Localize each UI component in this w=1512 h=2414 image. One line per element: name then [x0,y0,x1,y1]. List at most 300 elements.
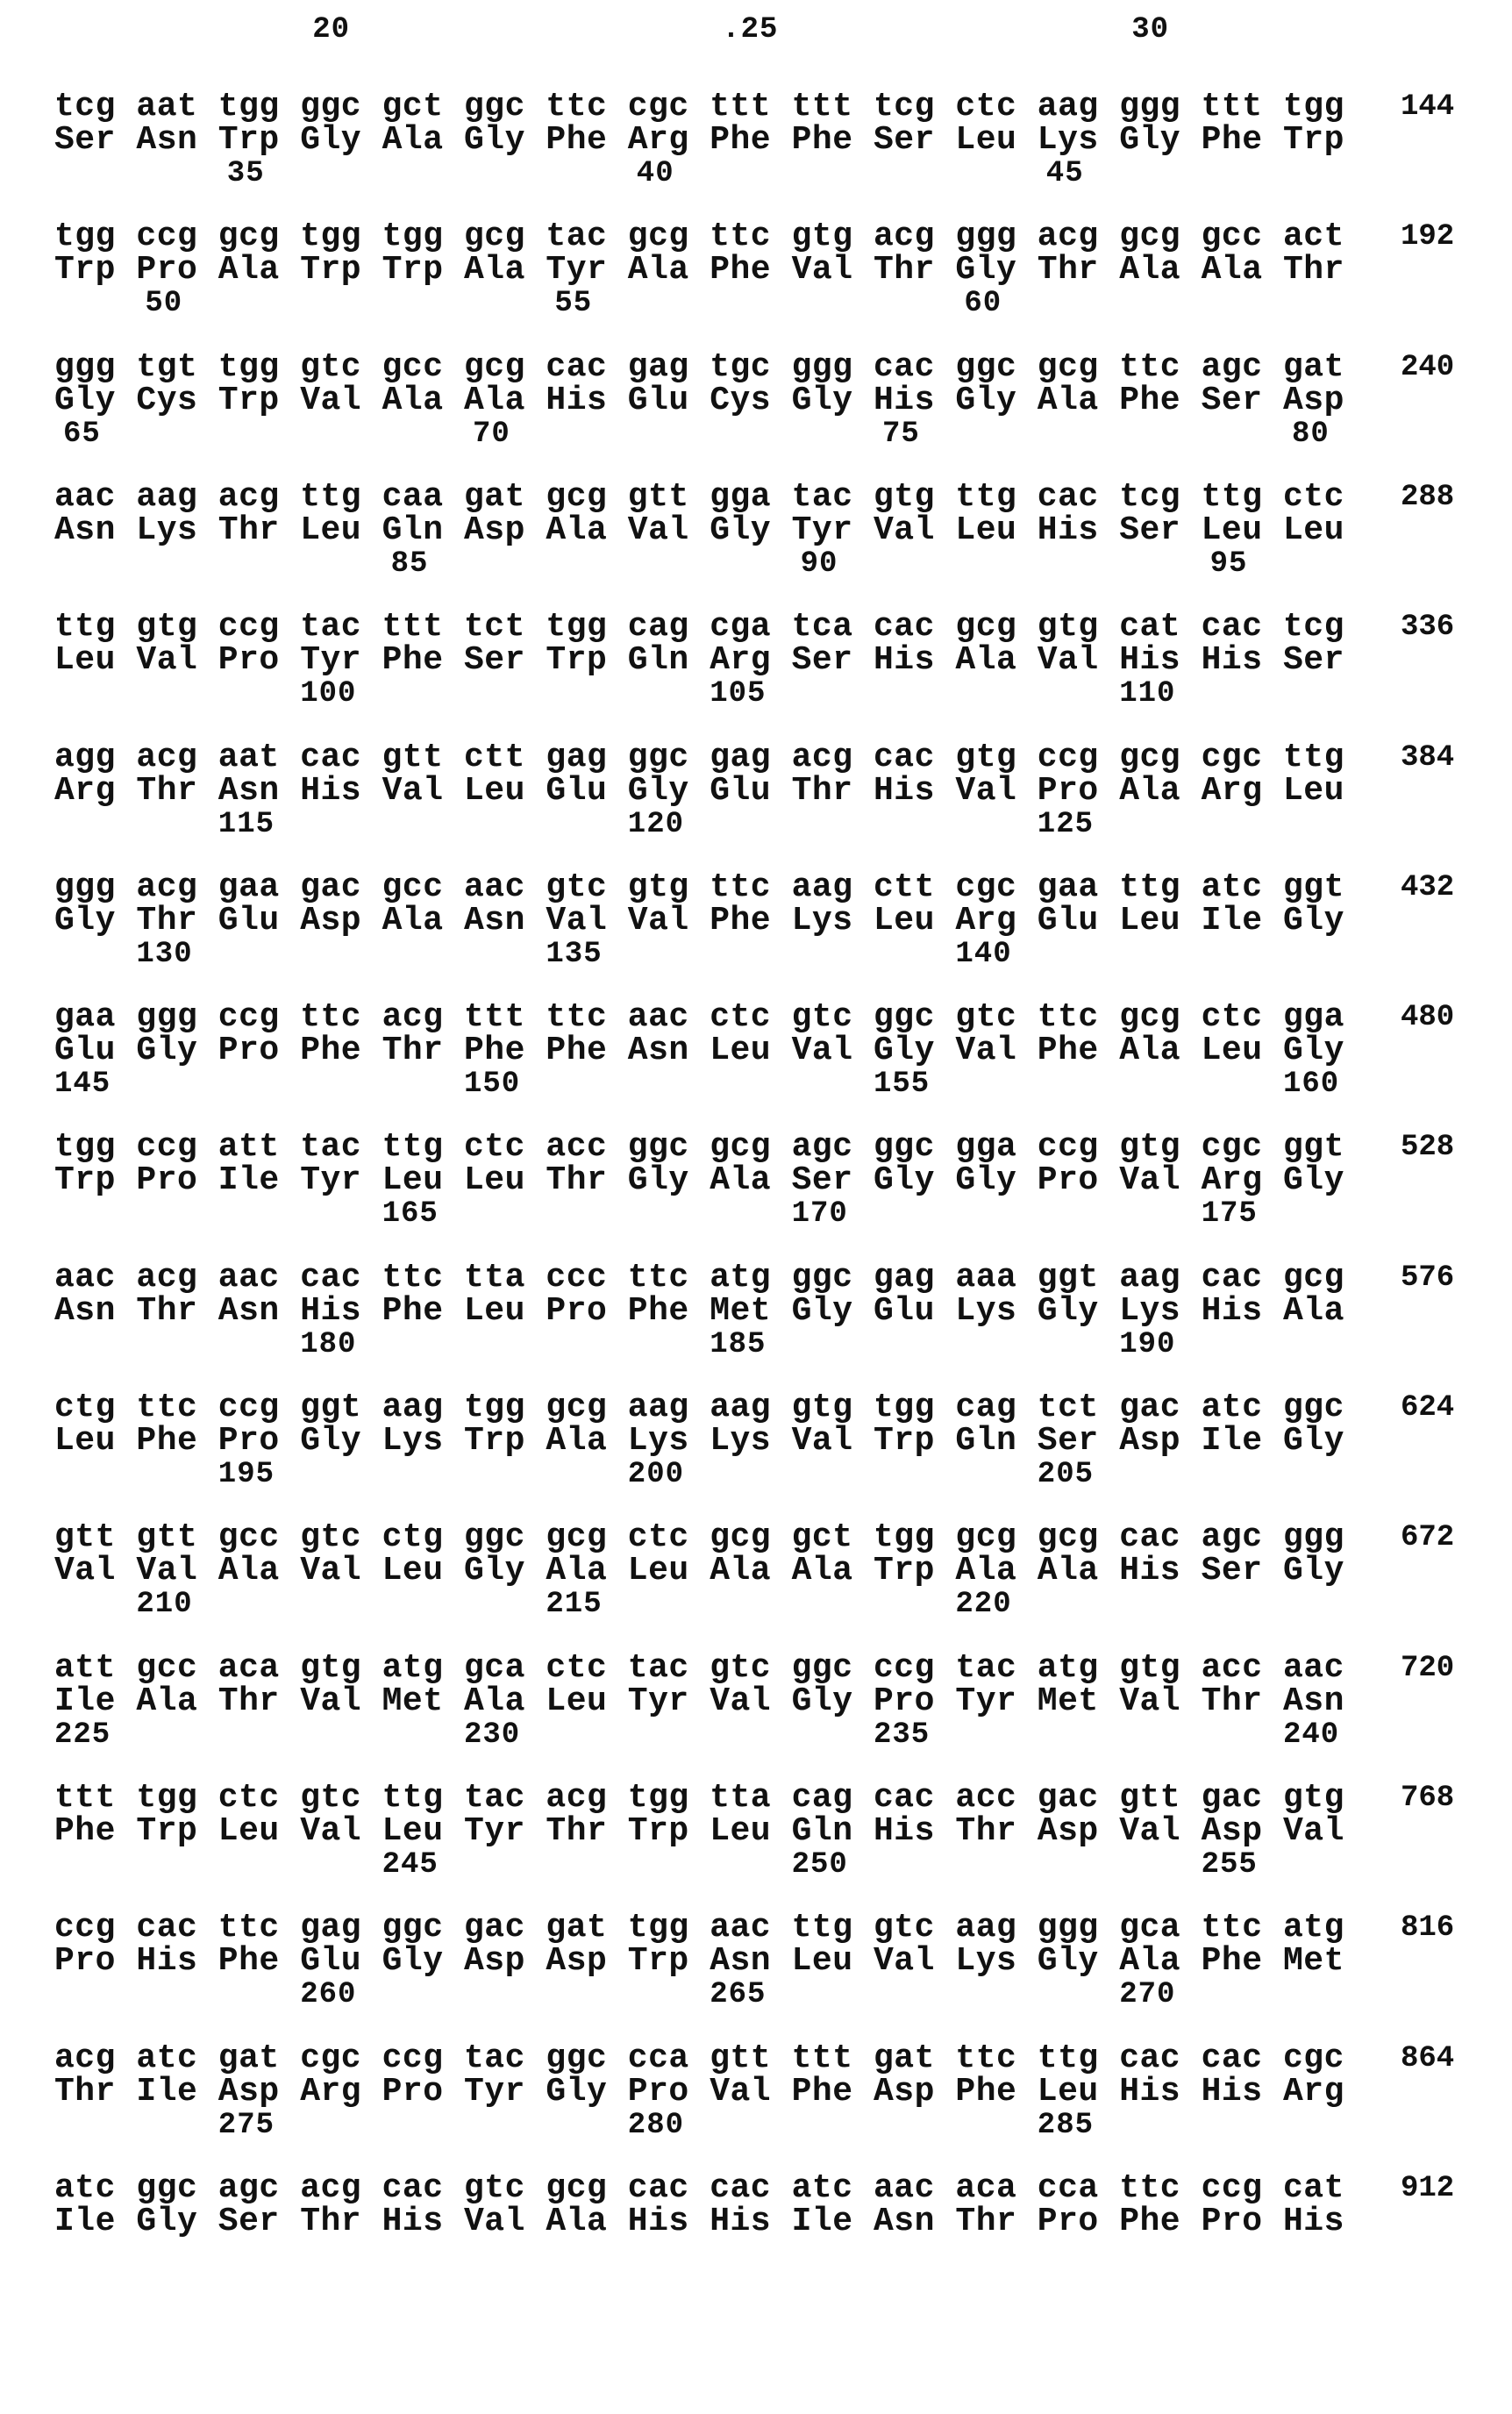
amino-acid: Glu [546,771,608,810]
residue-number: 180 [300,1327,357,1361]
amino-acid: His [300,1291,362,1330]
codon: ggc [874,1128,935,1167]
amino-acid: Phe [136,1422,198,1460]
amino-acid: Leu [1283,511,1344,549]
amino-acid: Ala [464,381,525,419]
amino-acid: Ala [955,1552,1017,1590]
codon: ctt [874,868,935,906]
amino-acid: Arg [955,901,1017,939]
amino-acid: Gly [1283,1161,1344,1200]
codon: tgg [382,218,444,256]
codon: cac [874,738,935,776]
codon: ctc [218,1778,280,1817]
codon: tta [710,1778,772,1817]
codon: gcg [546,1518,608,1557]
residue-number: 145 [54,1068,111,1102]
amino-acid: Ala [546,1422,608,1460]
amino-acid: Arg [1283,2072,1344,2110]
codon: ttg [1283,738,1344,776]
amino-acid: Glu [54,1032,116,1070]
codon: cac [300,738,362,776]
codon: tcg [1119,477,1181,516]
residue-number: 200 [627,1458,685,1491]
amino-acid: Val [710,1682,772,1720]
amino-acid: Phe [1119,381,1181,419]
codon: gcg [1119,738,1181,776]
amino-acid: Asp [1119,1422,1181,1460]
codon: cgc [1283,2039,1344,2077]
residue-number: 160 [1283,1068,1340,1102]
amino-acid: Ala [382,121,444,159]
amino-acid: Gly [54,381,116,419]
codon: ttg [955,477,1017,516]
amino-acid: Ser [1037,1422,1099,1460]
codon: cca [627,2039,689,2077]
amino-acid: Val [627,511,689,549]
amino-acid: Ala [136,1682,198,1720]
residue-number-line [0,2108,1512,2143]
codon: gtg [1119,1648,1181,1687]
amino-acid: Gly [464,1552,525,1590]
codon: tct [1037,1389,1099,1426]
codon: tac [546,218,608,256]
amino-acid: His [874,1811,935,1850]
nucleotide-count: 576 [1401,1261,1455,1295]
residue-number: 260 [300,1978,357,2012]
codon: cac [1119,1518,1181,1557]
codon: ccg [218,998,280,1037]
codon: gtg [874,477,935,516]
amino-acid: Gly [955,251,1017,289]
residue-number: 215 [546,1588,603,1622]
amino-acid: Lys [710,1422,772,1460]
codon: ttc [1119,347,1181,386]
amino-acid: Phe [955,2072,1017,2110]
codon: gtt [627,477,689,516]
codon: gcg [955,608,1017,646]
codon: acg [136,738,198,776]
codon: ggc [791,1648,853,1687]
codon: cac [1201,2039,1263,2077]
amino-acid: Ser [1283,641,1344,680]
nucleotide-count: 336 [1401,611,1455,645]
codon: gcg [1119,998,1181,1037]
residue-number: 175 [1201,1197,1258,1232]
amino-acid: Val [627,901,689,939]
amino-acid: Val [1119,1161,1181,1200]
amino-acid: Phe [791,121,853,159]
codon: acg [1037,218,1099,256]
codon: ccg [136,1128,198,1167]
residue-number: 70 [473,417,510,451]
codon: aat [218,738,280,776]
amino-acid: Val [1119,1811,1181,1850]
nucleotide-line [0,1130,1512,1165]
residue-number-line [0,1718,1512,1753]
amino-acid: Gly [546,2072,608,2110]
codon: atc [1201,868,1263,906]
residue-number: 45 [1045,157,1084,190]
amino-acid: Asp [874,2072,935,2110]
codon: acg [382,998,444,1037]
codon: ggc [791,1258,853,1296]
codon: ggg [54,868,116,906]
nucleotide-line [0,1390,1512,1425]
codon: ttg [382,1778,444,1817]
amino-acid: His [382,2202,444,2240]
amino-acid: Gly [300,121,362,159]
codon: ggg [791,347,853,386]
codon: gcg [464,347,525,386]
codon: ttt [791,2039,853,2077]
amino-acid: Glu [1037,901,1099,939]
amino-acid: Ile [54,1682,116,1720]
amino-acid: Phe [464,1032,525,1070]
codon: tac [464,2039,525,2077]
codon: ccg [874,1648,935,1687]
codon: gcg [1037,347,1099,386]
residue-number: 165 [382,1197,439,1232]
amino-acid-line [0,903,1512,939]
sequence-block [0,1778,1512,1903]
codon: ttc [136,1389,198,1426]
amino-acid: Gln [627,641,689,680]
nucleotide-line [0,1648,1512,1687]
residue-number: 150 [464,1068,521,1102]
residue-number-line [0,1847,1512,1882]
amino-acid: Leu [791,1942,853,1981]
amino-acid: Val [791,251,853,289]
amino-acid: Gly [1037,1291,1099,1330]
amino-acid: Asp [1201,1811,1263,1850]
codon: gac [1201,1778,1263,1817]
amino-acid: Val [955,771,1017,810]
codon: gtc [791,998,853,1037]
sequence-block [0,1910,1512,2033]
nucleotide-line [0,219,1512,254]
residue-number-line [0,1587,1512,1622]
codon: gcg [710,1518,772,1557]
nucleotide-count: 144 [1401,90,1455,124]
amino-acid: Trp [627,1942,689,1981]
amino-acid: Pro [1037,1161,1099,1200]
amino-acid: Trp [136,1811,198,1850]
amino-acid: Arg [1201,1161,1263,1200]
amino-acid: Glu [218,901,280,939]
amino-acid: Glu [710,771,772,810]
amino-acid: Ala [1119,1942,1181,1981]
amino-acid: His [546,381,608,419]
amino-acid: His [1201,641,1263,680]
codon: cgc [300,2039,362,2077]
amino-acid: Leu [710,1032,772,1070]
amino-acid: Gly [791,1682,853,1720]
codon: agg [54,738,116,776]
codon: gcg [710,1128,772,1167]
codon: aag [710,1389,772,1426]
amino-acid: Arg [54,771,116,810]
amino-acid: Thr [1201,1682,1263,1720]
codon: atc [1201,1389,1263,1426]
codon: ttt [710,88,772,125]
codon: gaa [218,868,280,906]
codon: ggc [1283,1389,1344,1426]
amino-acid: Cys [710,381,772,419]
codon: ggc [464,88,525,125]
amino-acid-line [0,1684,1512,1719]
amino-acid: Ala [1119,1032,1181,1070]
amino-acid: His [136,1942,198,1981]
codon: gct [382,88,444,125]
codon: aca [218,1648,280,1687]
amino-acid: Ala [546,511,608,549]
codon: cca [1037,2168,1099,2207]
residue-number-line [0,676,1512,711]
codon: ttc [300,998,362,1037]
codon: gtc [464,2168,525,2207]
amino-acid: His [874,381,935,419]
codon: gtt [382,738,444,776]
codon: ctc [1201,998,1263,1037]
codon: aac [710,1909,772,1947]
codon: ggc [546,2039,608,2077]
amino-acid: Gly [1283,1422,1344,1460]
codon: acg [136,868,198,906]
amino-acid: Ala [464,1682,525,1720]
residue-number: 255 [1201,1847,1258,1882]
codon: gcg [1283,1258,1344,1296]
nucleotide-count: 912 [1401,2171,1455,2205]
amino-acid: Ser [1201,1552,1263,1590]
amino-acid: Asn [218,771,280,810]
codon: gac [1119,1389,1181,1426]
codon: aaa [955,1258,1017,1296]
codon: ttc [218,1909,280,1947]
residue-number: 230 [464,1718,521,1752]
codon: agc [218,2168,280,2207]
amino-acid: His [710,2202,772,2240]
amino-acid: Trp [1283,121,1344,159]
sequence-block [0,870,1512,993]
amino-acid: Leu [464,1291,525,1330]
sequence-block [0,740,1512,863]
amino-acid: Lys [1037,121,1099,159]
residue-number-line [0,2238,1512,2273]
codon: gtt [54,1518,116,1557]
amino-acid: Gly [54,901,116,939]
residue-number: 130 [136,937,193,971]
amino-acid: Met [710,1291,772,1330]
sequence-block [0,610,1512,732]
amino-acid: Asn [136,121,198,159]
nucleotide-line [0,1910,1512,1946]
amino-acid: Ala [710,1161,772,1200]
amino-acid: Arg [1201,771,1263,810]
residue-number: 195 [218,1458,275,1491]
residue-number: 170 [791,1197,848,1232]
amino-acid: Thr [136,771,198,810]
codon: tgg [136,1778,198,1817]
codon: tta [464,1258,525,1296]
amino-acid: Gly [627,1161,689,1200]
codon: gag [710,738,772,776]
amino-acid: Leu [955,511,1017,549]
codon: gcc [136,1648,198,1687]
codon: ttc [1201,1909,1263,1947]
codon: tgg [218,88,280,125]
residue-number: 75 [882,417,920,451]
amino-acid: Val [874,1942,935,1981]
codon: ttc [1037,998,1099,1037]
codon: ggt [1283,868,1344,906]
codon: cac [382,2168,444,2207]
codon: ctc [627,1518,689,1557]
codon: ccg [218,608,280,646]
amino-acid: Gly [382,1942,444,1981]
codon: gcg [627,218,689,256]
nucleotide-line [0,89,1512,125]
amino-acid: Thr [218,511,280,549]
codon: ggc [464,1518,525,1557]
nucleotide-count: 384 [1401,740,1455,775]
amino-acid: Leu [546,1682,608,1720]
amino-acid: Arg [710,641,772,680]
amino-acid: Glu [300,1942,362,1981]
amino-acid: Pro [218,641,280,680]
codon: ttc [710,868,772,906]
codon: cac [874,1778,935,1817]
codon: ttc [546,998,608,1037]
amino-acid: Ser [464,641,525,680]
amino-acid-line [0,513,1512,548]
codon: ccg [218,1389,280,1426]
amino-acid: Val [464,2202,525,2240]
codon: tgg [54,218,116,256]
amino-acid: Ile [218,1161,280,1200]
codon: gtg [627,868,689,906]
amino-acid: Asn [1283,1682,1344,1720]
codon: ccg [1201,2168,1263,2207]
codon: ttt [382,608,444,646]
amino-acid: His [1283,2202,1344,2240]
amino-acid: Asp [464,511,525,549]
nucleotide-line [0,477,1512,516]
codon: aac [627,998,689,1037]
amino-acid: Ile [1201,1422,1263,1460]
amino-acid: Val [710,2072,772,2110]
codon: ggg [136,998,198,1037]
amino-acid: Leu [1283,771,1344,810]
sequence-block [0,477,1512,603]
nucleotide-line [0,740,1512,775]
nucleotide-line [0,347,1512,386]
codon: cac [1201,608,1263,646]
codon: ttg [382,1128,444,1167]
codon: ttc [546,88,608,125]
nucleotide-line [0,1778,1512,1817]
residue-number: 35 [226,157,265,190]
codon: caa [382,477,444,516]
codon: atg [710,1258,772,1296]
amino-acid: Phe [218,1942,280,1981]
codon: ttg [54,608,116,646]
codon: gcg [546,1389,608,1426]
amino-acid: Leu [874,901,935,939]
codon: cac [1201,1258,1263,1296]
amino-acid: Ala [1037,381,1099,419]
amino-acid: His [874,641,935,680]
codon: aac [1283,1648,1344,1687]
amino-acid: Asn [627,1032,689,1070]
codon: ccg [382,2039,444,2077]
amino-acid: Asp [464,1942,525,1981]
codon: tac [300,1128,362,1167]
amino-acid: Val [546,901,608,939]
codon: tgg [1283,88,1344,125]
amino-acid: Asn [54,511,116,549]
amino-acid: Phe [710,901,772,939]
amino-acid: Ala [1201,251,1263,289]
amino-acid: Phe [54,1811,116,1850]
amino-acid: Thr [955,1811,1017,1850]
codon: ggg [1037,1909,1099,1947]
amino-acid: Val [791,1422,853,1460]
amino-acid: Phe [300,1032,362,1070]
amino-acid: Ala [791,1552,853,1590]
codon: ccg [136,218,198,256]
codon: acg [546,1778,608,1817]
amino-acid: Ser [54,121,116,159]
amino-acid-line [0,383,1512,418]
header-position-number: .25 [722,13,779,46]
codon: aag [1037,88,1099,125]
amino-acid: Thr [136,901,198,939]
amino-acid: Leu [382,1161,444,1200]
codon: cag [791,1778,853,1817]
codon: att [54,1648,116,1687]
codon: ctc [1283,477,1344,516]
residue-number: 110 [1119,677,1176,711]
amino-acid: Ser [791,1161,853,1200]
codon: cgc [627,88,689,125]
codon: gat [874,2039,935,2077]
codon: tgc [710,347,772,386]
codon: gtc [546,868,608,906]
codon: ggt [1283,1128,1344,1167]
codon: tac [300,608,362,646]
amino-acid: Ala [546,2202,608,2240]
amino-acid-line [0,643,1512,678]
codon: aat [136,88,198,125]
amino-acid: Lys [955,1291,1017,1330]
codon: gcg [1037,1518,1099,1557]
codon: gag [874,1258,935,1296]
amino-acid: Thr [300,2202,362,2240]
amino-acid: Thr [955,2202,1017,2240]
residue-number: 140 [955,937,1012,971]
amino-acid: Ser [1201,381,1263,419]
amino-acid: Phe [1119,2202,1181,2240]
residue-number: 100 [300,677,357,711]
residue-number: 80 [1292,417,1330,451]
nucleotide-count: 768 [1401,1781,1455,1815]
nucleotide-count: 816 [1401,1911,1455,1946]
codon: gtt [136,1518,198,1557]
codon: gtc [300,1518,362,1557]
codon: acg [791,738,853,776]
amino-acid: Pro [218,1422,280,1460]
amino-acid: Gly [136,2202,198,2240]
